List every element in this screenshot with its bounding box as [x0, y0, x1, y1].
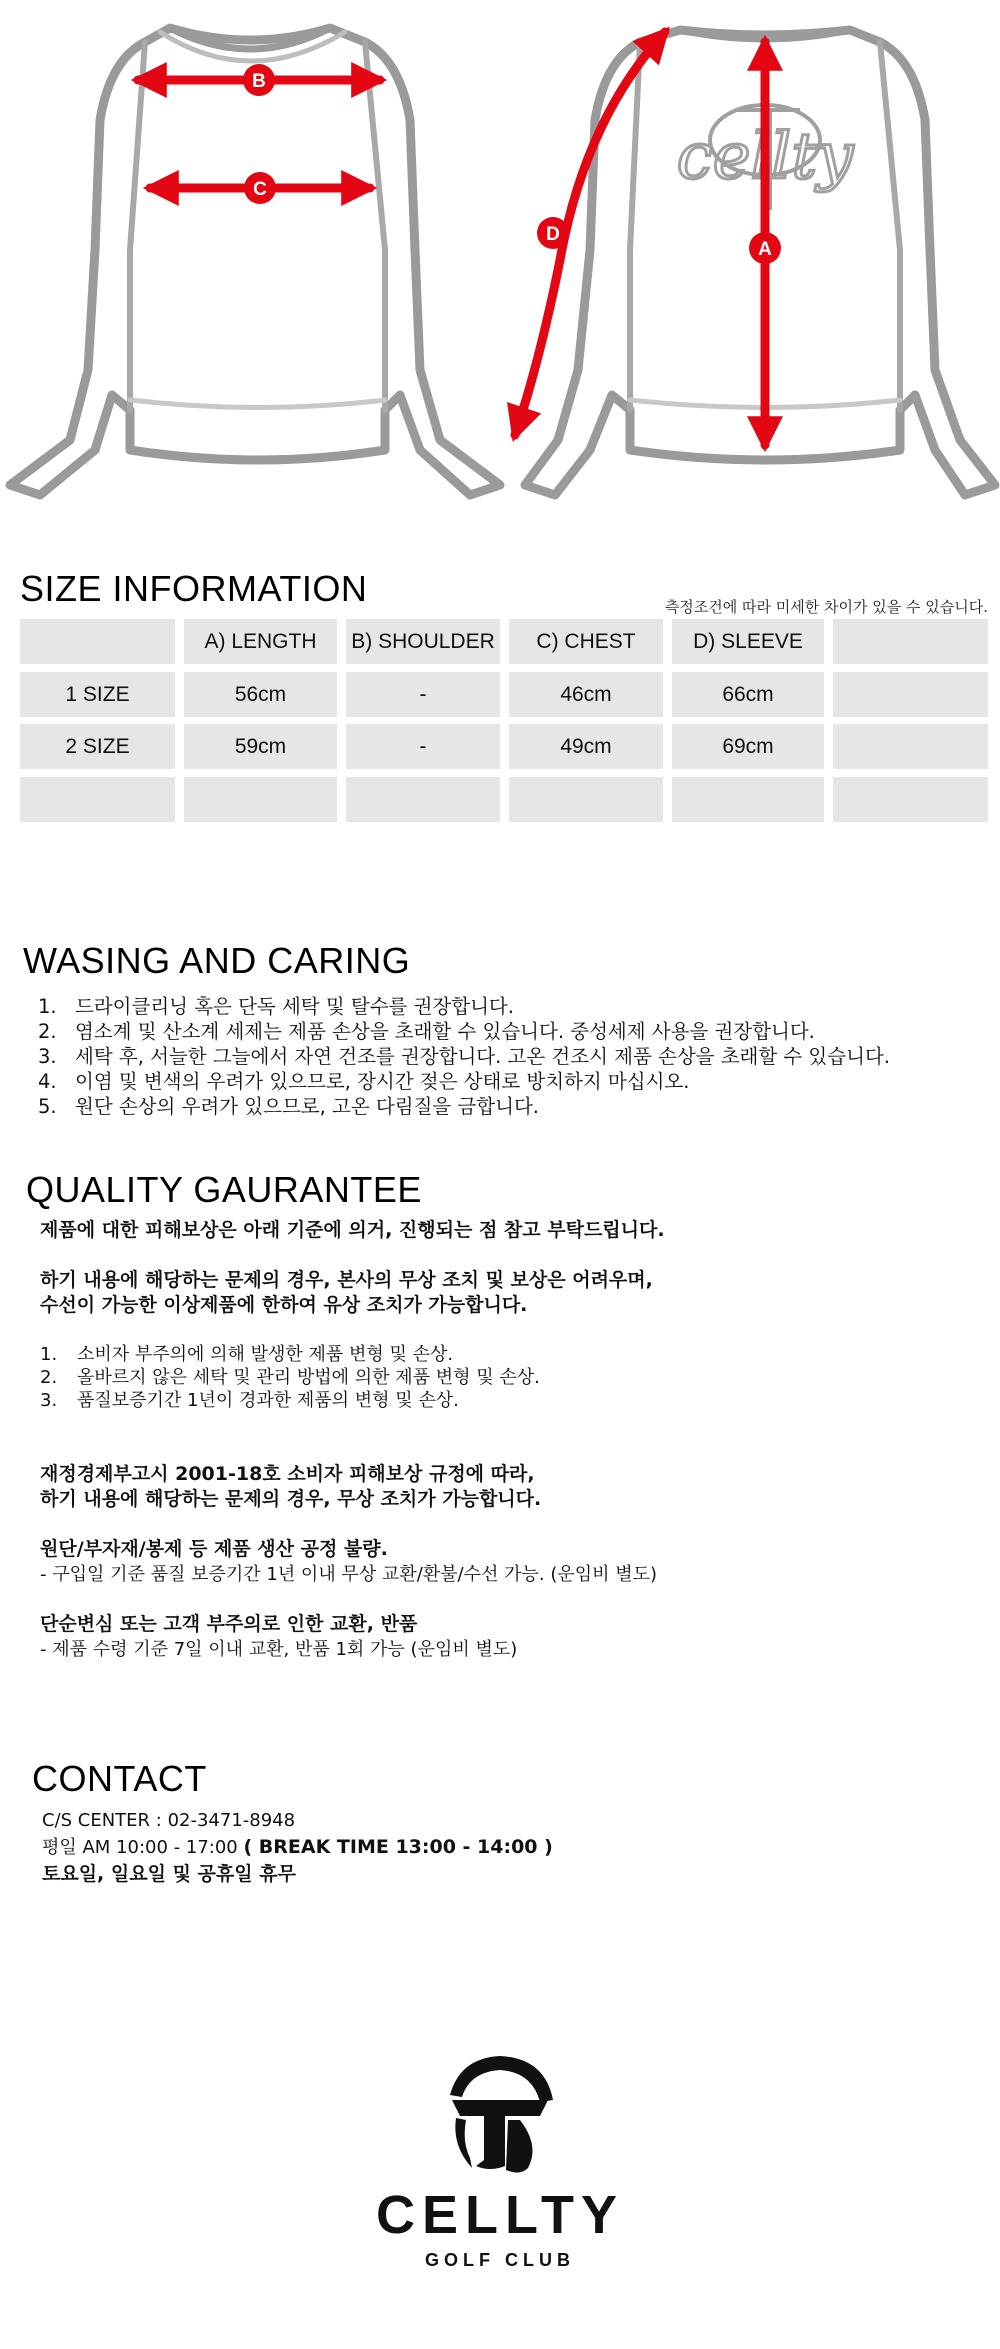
table-header-cell: D) SLEEVE [672, 619, 824, 664]
washing-title: WASING AND CARING [23, 940, 411, 981]
table-cell: 49cm [509, 724, 663, 769]
table-cell [833, 724, 988, 769]
label-d [537, 217, 569, 249]
break-time: ( BREAK TIME 13:00 - 14:00 ) [243, 1836, 553, 1858]
quality-defect [40, 1537, 657, 1587]
list-num: 5. [38, 1095, 57, 1118]
size-diagram [0, 0, 1000, 510]
quality-exclusion [40, 1268, 653, 1318]
measurement-arrows [138, 32, 765, 445]
washing-list [38, 994, 890, 1119]
list-num: 4. [38, 1070, 57, 1093]
list-item [40, 1366, 540, 1389]
table-cell: 56cm [184, 672, 337, 717]
table-cell: 1 SIZE [20, 672, 175, 717]
list-text: 드라이클리닝 혹은 단독 세탁 및 탈수를 권장합니다. [75, 995, 514, 1018]
list-item [38, 1094, 890, 1119]
quality-title: QUALITY GAURANTEE [26, 1169, 422, 1210]
list-item [38, 1044, 890, 1069]
front-sweatshirt [10, 28, 500, 495]
quality-regulation-line: 하기 내용에 해당하는 문제의 경우, 무상 조치가 가능합니다. [40, 1488, 542, 1510]
brand-sub: GOLF CLUB [425, 2250, 575, 2270]
list-item [38, 1069, 890, 1094]
list-text: 소비자 부주의에 의해 발생한 제품 변형 및 손상. [77, 1344, 454, 1365]
table-cell: 66cm [672, 672, 824, 717]
table-cell [833, 672, 988, 717]
table-header-cell: C) CHEST [509, 619, 663, 664]
list-text: 세탁 후, 서늘한 그늘에서 자연 건조를 권장합니다. 고온 건조시 제품 손상을 초래할 수 있습니다. [75, 1045, 890, 1068]
quality-change [40, 1612, 517, 1662]
size-info-title: SIZE INFORMATION [20, 568, 368, 609]
table-cell [346, 777, 500, 822]
list-item [40, 1343, 540, 1366]
label-b [243, 64, 275, 96]
table-header-cell [833, 619, 988, 664]
table-cell [20, 777, 175, 822]
quality-intro: 제품에 대한 피해보상은 아래 기준에 의거, 진행되는 점 참고 부탁드립니다. [40, 1219, 665, 1241]
list-num: 3. [40, 1390, 58, 1411]
list-num: 3. [38, 1045, 57, 1068]
list-num: 2. [40, 1367, 58, 1388]
list-item [38, 994, 890, 1019]
table-header-cell [20, 619, 175, 664]
table-cell: 69cm [672, 724, 824, 769]
quality-regulation [40, 1462, 541, 1512]
contact-title: CONTACT [32, 1758, 207, 1799]
quality-change-title: 단순변심 또는 고객 부주의로 인한 교환, 반품 [40, 1613, 418, 1635]
svg-text:B: B [252, 71, 266, 92]
quality-defect-title: 원단/부자재/봉제 등 제품 생산 공정 불량. [40, 1538, 388, 1560]
quality-change-text: - 제품 수령 기준 7일 이내 교환, 반품 1회 가능 (운임비 별도) [40, 1639, 518, 1660]
list-num: 1. [38, 995, 57, 1018]
contact-hours [42, 1834, 553, 1861]
label-a [749, 232, 781, 264]
table-cell [833, 777, 988, 822]
holiday-note: 토요일, 일요일 및 공휴일 휴무 [42, 1863, 296, 1885]
brand-name: CELLTY [376, 2185, 624, 2245]
list-item [40, 1389, 540, 1412]
table-cell: 2 SIZE [20, 724, 175, 769]
table-cell: 59cm [184, 724, 337, 769]
svg-text:A: A [758, 239, 772, 260]
quality-exclusion-line: 수선이 가능한 이상제품에 한하여 유상 조치가 가능합니다. [40, 1294, 528, 1316]
contact-block [42, 1808, 553, 1887]
weekday-hours: 평일 AM 10:00 - 17:00 [42, 1837, 244, 1858]
list-item [38, 1019, 890, 1044]
list-text: 원단 손상의 우려가 있으므로, 고온 다림질을 금합니다. [75, 1095, 540, 1118]
list-text: 품질보증기간 1년이 경과한 제품의 변형 및 손상. [77, 1390, 459, 1411]
table-header-cell: A) LENGTH [184, 619, 337, 664]
svg-text:D: D [546, 224, 560, 245]
list-text: 염소계 및 산소계 세제는 제품 손상을 초래할 수 있습니다. 중성세제 사용을 권장합니다. [75, 1020, 815, 1043]
cs-center: C/S CENTER : 02-3471-8948 [42, 1810, 296, 1831]
table-cell: - [346, 724, 500, 769]
list-num: 1. [40, 1344, 58, 1365]
quality-defect-text: - 구입일 기준 품질 보증기간 1년 이내 무상 교환/환불/수선 가능. (운임비 별도) [40, 1564, 658, 1585]
table-cell [184, 777, 337, 822]
label-c [244, 172, 276, 204]
brand-emblem-icon [0, 2050, 1000, 2180]
quality-regulation-line: 재정경제부고시 2001-18호 소비자 피해보상 규정에 따라, [40, 1463, 535, 1485]
svg-text:C: C [253, 179, 267, 200]
list-num: 2. [38, 1020, 57, 1043]
table-cell [672, 777, 824, 822]
list-text: 올바르지 않은 세탁 및 관리 방법에 의한 제품 변형 및 손상. [77, 1367, 540, 1388]
table-cell [509, 777, 663, 822]
measurement-note: 측정조건에 따라 미세한 차이가 있을 수 있습니다. [664, 598, 988, 616]
list-text: 이염 및 변색의 우려가 있으므로, 장시간 젖은 상태로 방치하지 마십시오. [75, 1070, 690, 1093]
svg-text:cellty: cellty [676, 120, 854, 194]
quality-exclusion-list [40, 1343, 540, 1412]
brand-logo [0, 2050, 1000, 2280]
table-header-cell: B) SHOULDER [346, 619, 500, 664]
table-cell: - [346, 672, 500, 717]
quality-exclusion-line: 하기 내용에 해당하는 문제의 경우, 본사의 무상 조치 및 보상은 어려우며, [40, 1269, 653, 1291]
table-cell: 46cm [509, 672, 663, 717]
